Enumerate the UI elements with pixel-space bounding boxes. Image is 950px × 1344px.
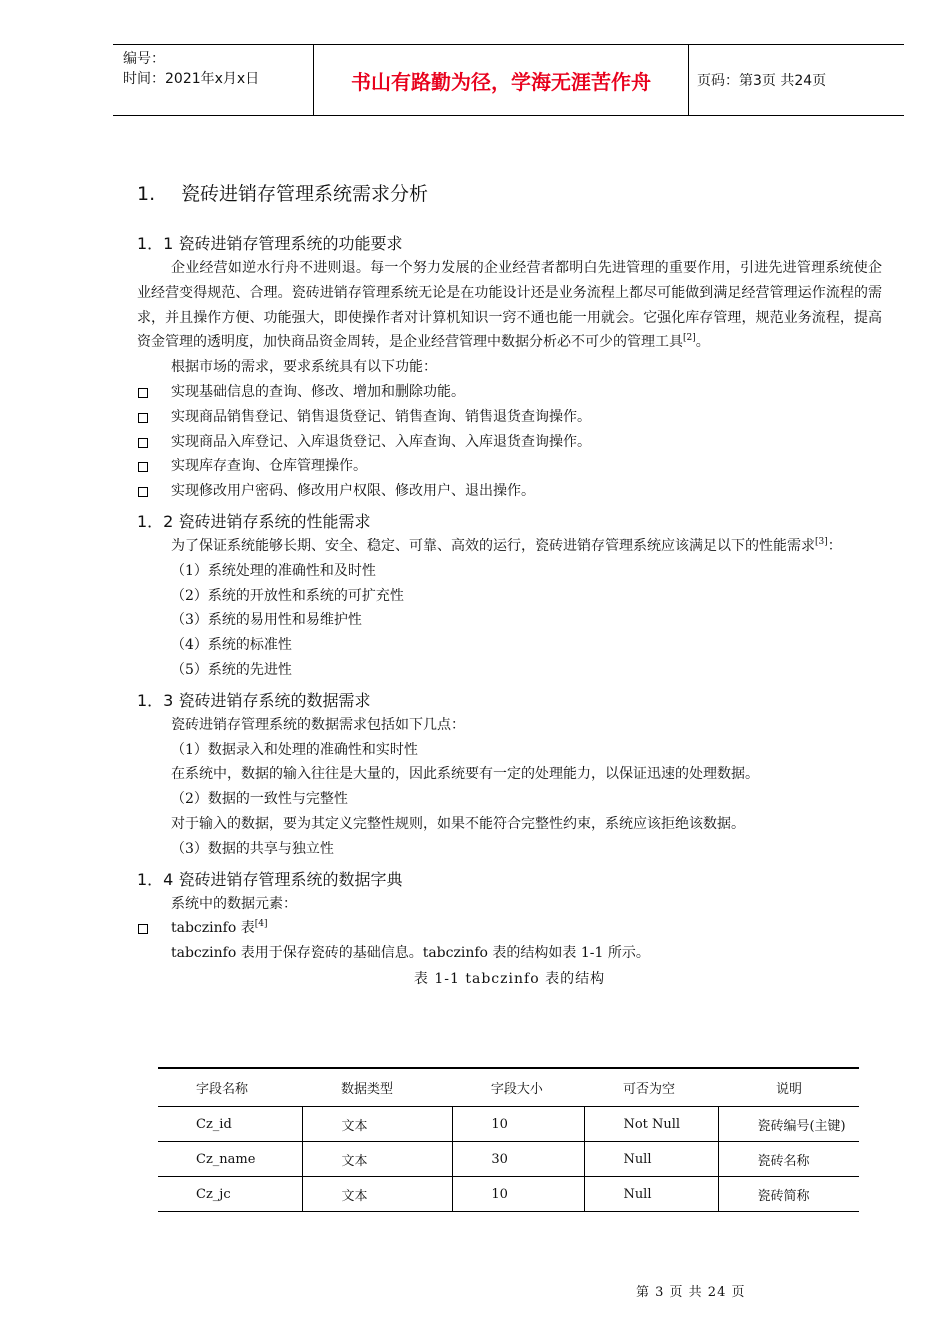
checkbox-bullet-icon	[138, 413, 148, 423]
table-cell: 文本	[303, 1107, 453, 1142]
checkbox-bullet-icon	[138, 487, 148, 497]
table-cell: Null	[585, 1142, 719, 1177]
header-info	[123, 49, 318, 89]
feature-list	[137, 380, 882, 504]
citation: [4]	[254, 919, 268, 930]
list-item: 实现商品入库登记、入库退货登记、入库查询、入库退货查询操作。	[137, 430, 882, 455]
header-number: 编号：	[123, 51, 165, 67]
list-item: （4）系统的标准性	[171, 637, 292, 654]
section-title-text: 瓷砖进销存管理系统需求分析	[181, 183, 429, 205]
checkbox-bullet-icon	[138, 438, 148, 448]
data-dictionary-table	[158, 1067, 859, 1212]
table-cell: 瓷砖名称	[719, 1142, 859, 1177]
table-cell: Null	[585, 1177, 719, 1212]
table-cell: 10	[453, 1107, 585, 1142]
list-item: （1）系统处理的准确性和及时性	[171, 562, 376, 579]
section-number: 1.	[137, 183, 156, 205]
section-title	[137, 180, 882, 208]
table-header-cell: 字段名称	[158, 1068, 303, 1107]
paragraph: 瓷砖进销存管理系统的数据需求包括如下几点：	[171, 716, 465, 733]
subsection-heading: 1．1 瓷砖进销存管理系统的功能要求	[137, 234, 403, 253]
header-divider	[688, 45, 689, 115]
table-cell: 瓷砖简称	[719, 1177, 859, 1212]
paragraph: tabczinfo 表用于保存瓷砖的基础信息。tabczinfo 表的结构如表 1-1 所示。	[171, 945, 650, 962]
paragraph: 对于输入的数据，要为其定义完整性规则，如果不能符合完整性约束，系统应该拒绝该数据。	[171, 815, 745, 832]
table-cell: 瓷砖编号(主键)	[719, 1107, 859, 1142]
table-cell: 文本	[303, 1142, 453, 1177]
paragraph: 在系统中，数据的输入往往是大量的，因此系统要有一定的处理能力，以保证迅速的处理数据。	[171, 766, 759, 783]
table-header-cell: 说明	[719, 1068, 859, 1107]
checkbox-bullet-icon	[138, 924, 148, 934]
citation: [3]	[815, 536, 828, 547]
table-header-cell: 可否为空	[585, 1068, 719, 1107]
paragraph: 为了保证系统能够长期、安全、稳定、可靠、高效的运行，瓷砖进销存管理系统应该满足以下的性能需求[3]：	[171, 536, 842, 554]
list-item: 实现库存查询、仓库管理操作。	[137, 454, 882, 479]
list-item: （2）数据的一致性与完整性	[171, 791, 348, 808]
table-cell: Not Null	[585, 1107, 719, 1142]
table-cell: 30	[453, 1142, 585, 1177]
paragraph: 企业经营如逆水行舟不进则退。每一个努力发展的企业经营者都明白先进管理的重要作用，引进先进管理系统使企业经营变得规范、合理。瓷砖进销存管理系统无论是在功能设计还是业务流程上都尽可能做到满足经营管理运作流程的需求，并且操作方便、功能强大，即使操作者对计算机知识一窍不通也能一用就会。它强化库存管理，规范业务流程，提高资金管理的透明度，加快商品资金周转，是企业经营管理中数据分析必不可少的管理工具[2]。	[137, 260, 882, 351]
list-item: 实现商品销售登记、销售退货登记、销售查询、销售退货查询操作。	[137, 405, 882, 430]
table-cell: 10	[453, 1177, 585, 1212]
page-header	[113, 44, 904, 116]
list-item: （1）数据录入和处理的准确性和实时性	[171, 741, 418, 758]
table-cell: Cz_jc	[158, 1177, 303, 1212]
paragraph: 根据市场的需求，要求系统具有以下功能：	[171, 359, 437, 376]
checkbox-bullet-icon	[138, 462, 148, 472]
table-row	[158, 1177, 859, 1212]
subsection-heading: 1．3 瓷砖进销存系统的数据需求	[137, 690, 371, 710]
page-footer: 第 3 页 共 24 页	[636, 1285, 746, 1300]
list-item: （3）数据的共享与独立性	[171, 840, 334, 857]
checkbox-bullet-icon	[138, 388, 148, 398]
document-body	[137, 180, 882, 992]
table-header-row	[158, 1068, 859, 1107]
table-row	[158, 1107, 859, 1142]
list-item: tabczinfo 表[4]	[137, 916, 882, 941]
list-item: 实现基础信息的查询、修改、增加和删除功能。	[137, 380, 882, 405]
table-cell: Cz_id	[158, 1107, 303, 1142]
list-item: （5）系统的先进性	[171, 661, 292, 678]
subsection-heading: 1．2 瓷砖进销存系统的性能需求	[137, 511, 371, 531]
paragraph: 系统中的数据元素：	[171, 895, 297, 912]
list-item: （3）系统的易用性和易维护性	[171, 612, 362, 629]
table-cell: 文本	[303, 1177, 453, 1212]
subsection-heading: 1．4 瓷砖进销存管理系统的数据字典	[137, 869, 403, 889]
header-page-number: 页码：第3页 共24页	[697, 73, 827, 89]
table-caption: 表 1-1 tabczinfo 表的结构	[413, 970, 606, 987]
list-item: 实现修改用户密码、修改用户权限、修改用户、退出操作。	[137, 479, 882, 504]
table-header-cell: 字段大小	[453, 1068, 585, 1107]
header-motto: 书山有路勤为径，学海无涯苦作舟	[351, 69, 651, 94]
table-cell: Cz_name	[158, 1142, 303, 1177]
table-header-cell: 数据类型	[303, 1068, 453, 1107]
table-row	[158, 1142, 859, 1177]
header-time: 时间：2021年x月x日	[123, 71, 260, 87]
list-item: （2）系统的开放性和系统的可扩充性	[171, 587, 404, 604]
citation: [2]	[683, 333, 696, 344]
